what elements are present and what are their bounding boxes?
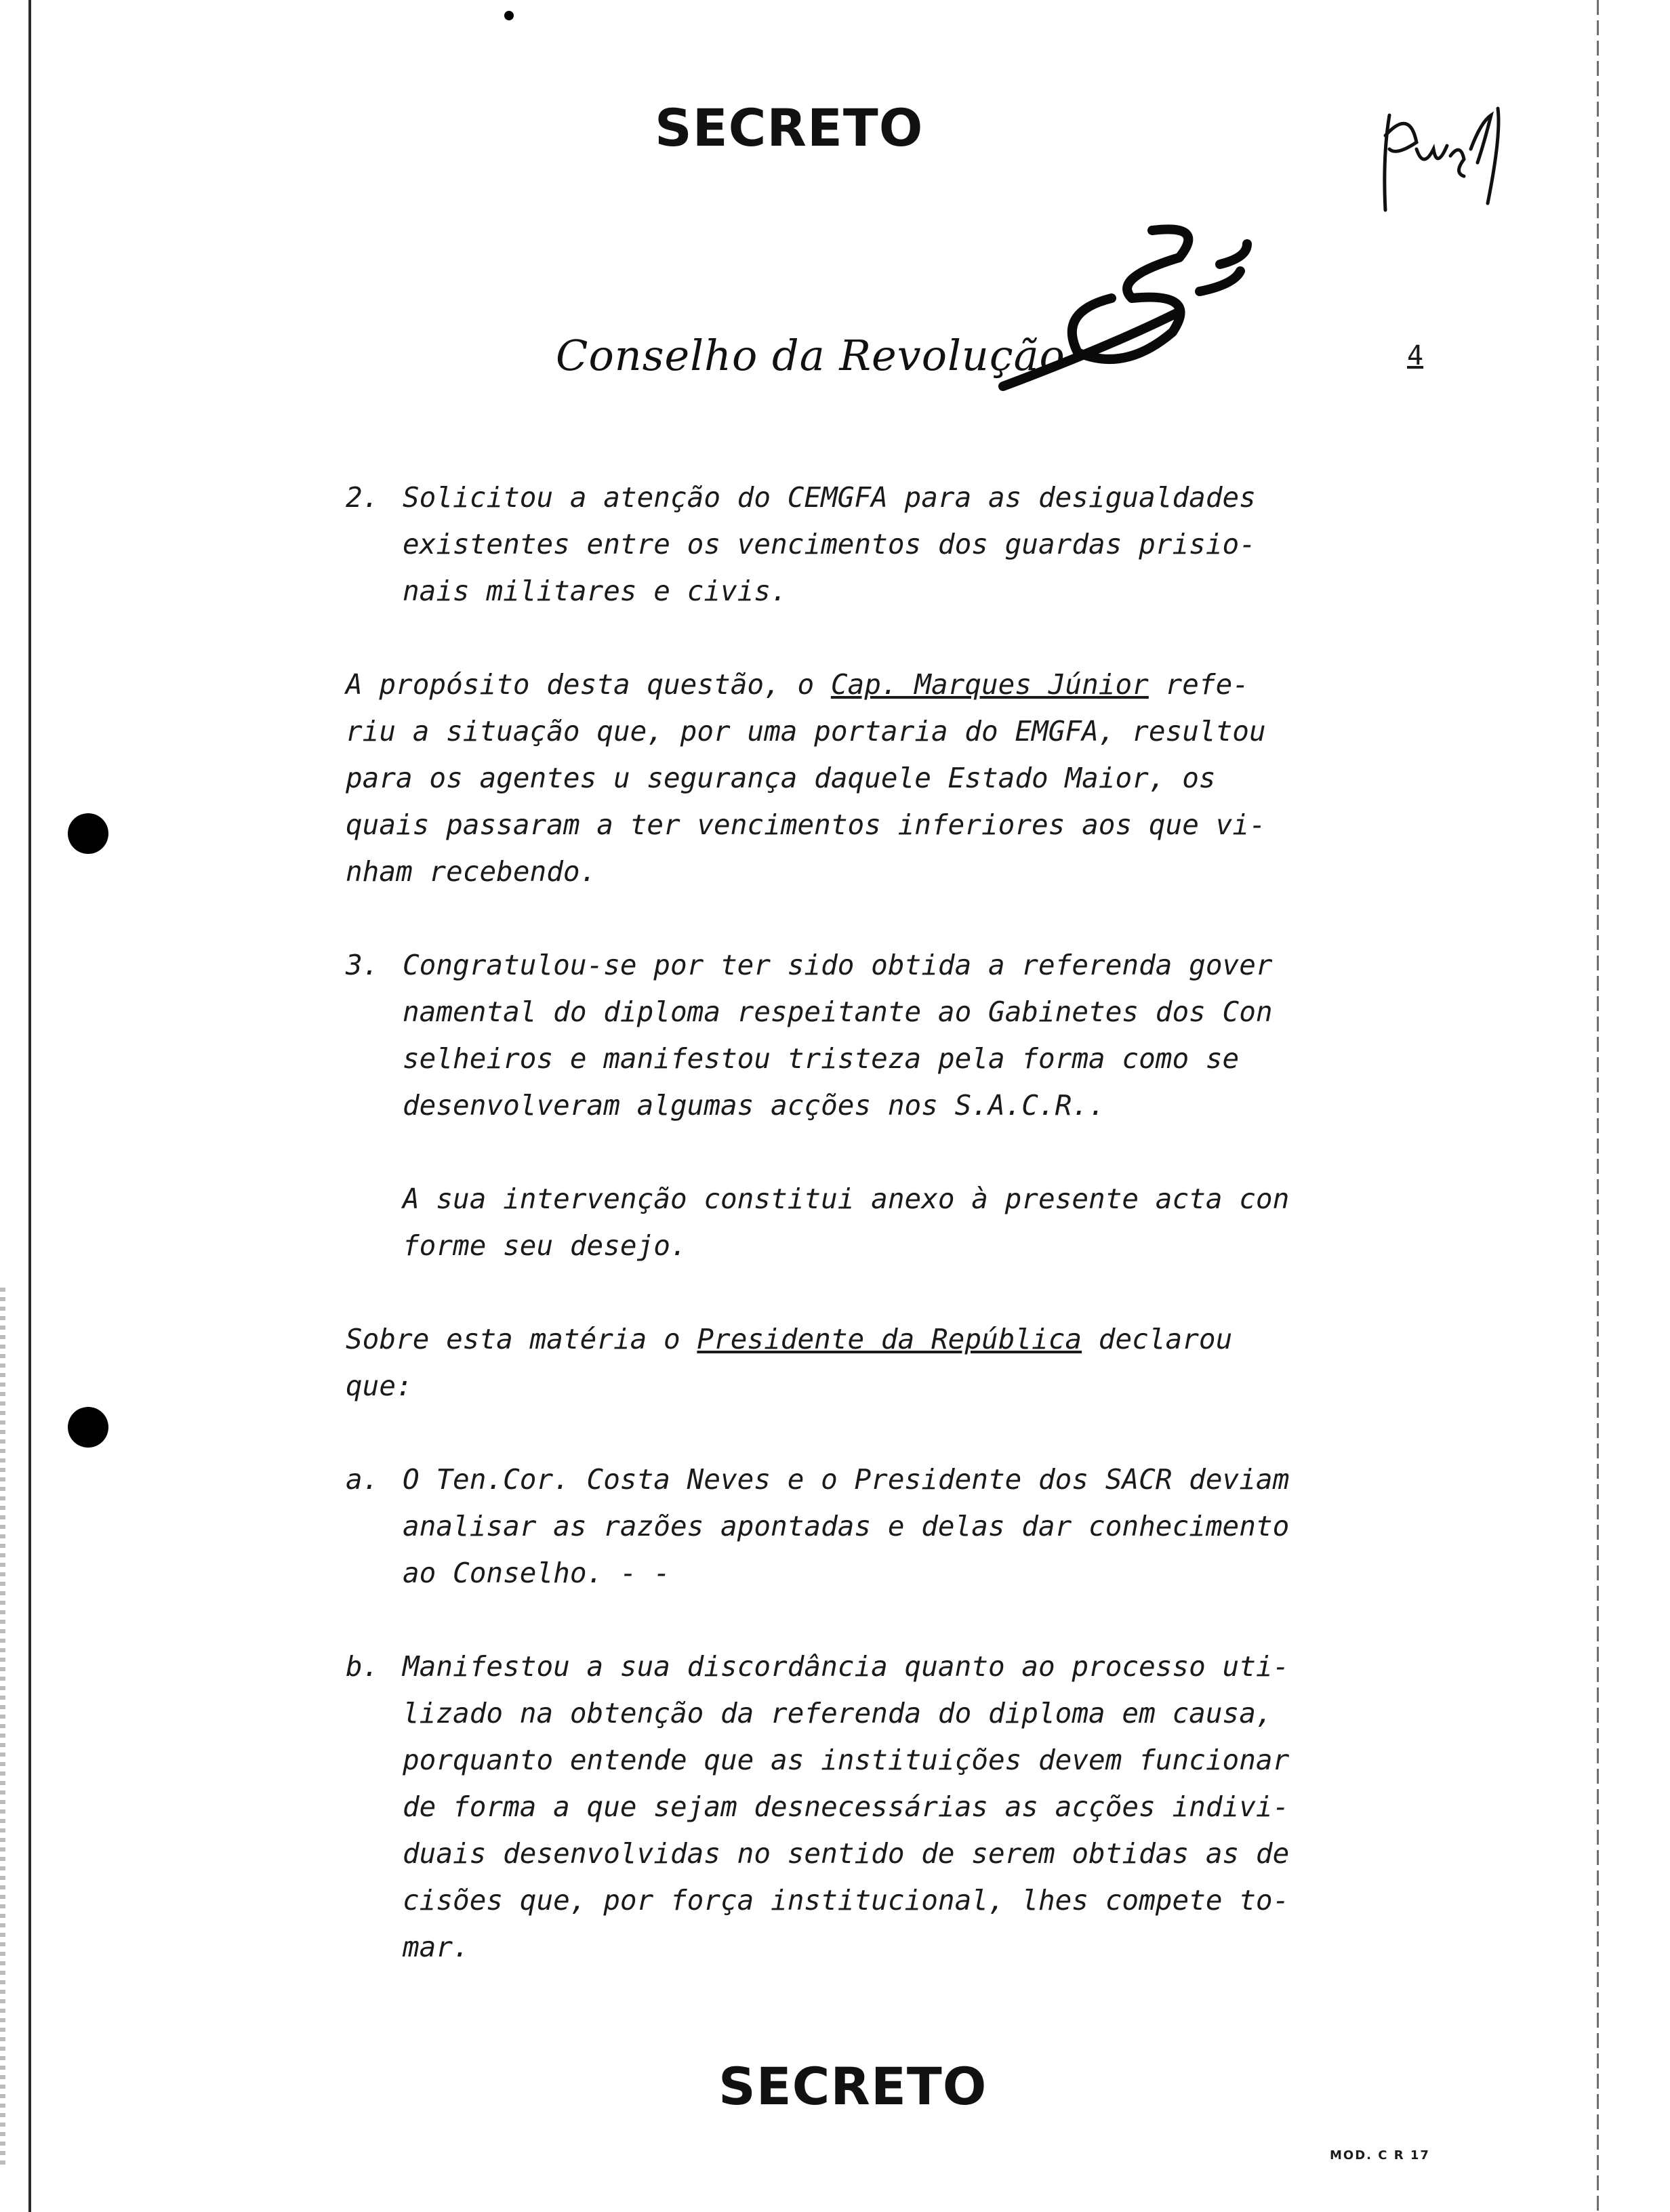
text-line: existentes entre os vencimentos dos guardas prisio- — [403, 528, 1256, 560]
text-line: lizado na obtenção da referenda do diploma em causa, — [403, 1697, 1273, 1729]
text-line: Manifestou a sua discordância quanto ao processo uti- — [403, 1650, 1290, 1683]
text-line: riu a situação que, por uma portaria do EMGFA, resultou — [346, 715, 1266, 747]
underlined-person-name: Cap. Marques Júnior — [830, 668, 1149, 701]
text-line: para os agentes u segurança daquele Estado Maior, os — [346, 762, 1216, 794]
text-line: selheiros e manifestou tristeza pela forma como se — [403, 1042, 1240, 1075]
item-label: 2. — [346, 481, 380, 514]
text-line: que: — [346, 1370, 413, 1402]
paragraph-president-declared — [346, 1316, 1403, 1410]
form-code: MOD. C R 17 — [1330, 2148, 1430, 2163]
text-line: O Ten.Cor. Costa Neves e o Presidente dos SACR deviam — [403, 1463, 1290, 1496]
text-line: ao Conselho. - - — [403, 1557, 670, 1589]
signature-flourish — [976, 217, 1261, 407]
text-line: Congratulou-se por ter sido obtida a referenda gover — [403, 949, 1273, 981]
scan-dot-top — [504, 11, 514, 20]
text-run: declarou — [1082, 1323, 1233, 1355]
punch-hole-upper — [68, 813, 108, 854]
text-line: namental do diploma respeitante ao Gabinetes dos Con — [403, 996, 1273, 1028]
text-run: refe- — [1148, 668, 1249, 701]
paragraph-annex-note — [346, 1176, 1403, 1269]
paragraph-marques-junior — [346, 661, 1403, 895]
underlined-person-title: Presidente da República — [697, 1323, 1082, 1355]
item-label: 3. — [346, 949, 380, 981]
lettered-item-b — [346, 1643, 1403, 1971]
text-line: analisar as razões apontadas e delas dar conhecimento — [403, 1510, 1290, 1542]
numbered-item-3 — [346, 942, 1403, 1129]
page-number: 4 — [1407, 340, 1424, 371]
text-run: Sobre esta matéria o — [346, 1323, 697, 1355]
text-line: porquanto entende que as instituições devem funcionar — [403, 1744, 1290, 1776]
handwritten-initials-mark — [1369, 95, 1511, 224]
text-line: Solicitou a atenção do CEMGFA para as desigualdades — [403, 481, 1256, 514]
text-line: mar. — [403, 1931, 470, 1963]
punch-hole-lower — [68, 1407, 108, 1448]
text-line: nais militares e civis. — [403, 575, 788, 607]
item-label: a. — [346, 1463, 380, 1496]
text-line: de forma a que sejam desnecessárias as acções indivi- — [403, 1790, 1290, 1823]
numbered-item-2 — [346, 474, 1403, 615]
text-line: quais passaram a ter vencimentos inferiores aos que vi- — [346, 808, 1266, 841]
scan-border-left — [28, 0, 31, 2212]
text-line: desenvolveram algumas acções nos S.A.C.R.. — [403, 1089, 1105, 1122]
bottom-secret-stamp: SECRETO — [718, 2056, 987, 2116]
letterhead-title: Conselho da Revolução — [556, 331, 1065, 380]
text-line: forme seu desejo. — [403, 1229, 687, 1262]
text-run: A propósito desta questão, o — [346, 668, 831, 701]
text-line: duais desenvolvidas no sentido de serem obtidas as de — [403, 1837, 1290, 1870]
scan-border-right — [1597, 0, 1599, 2212]
scan-edge-far-left — [0, 1288, 5, 2169]
text-line: nham recebendo. — [346, 855, 597, 888]
top-secret-stamp: SECRETO — [655, 98, 924, 158]
text-line: cisões que, por força institucional, lhes compete to- — [403, 1884, 1290, 1917]
minutes-body — [346, 474, 1403, 2018]
item-label: b. — [346, 1650, 380, 1683]
lettered-item-a — [346, 1456, 1403, 1597]
text-line: A sua intervenção constitui anexo à presente acta con — [403, 1183, 1290, 1215]
